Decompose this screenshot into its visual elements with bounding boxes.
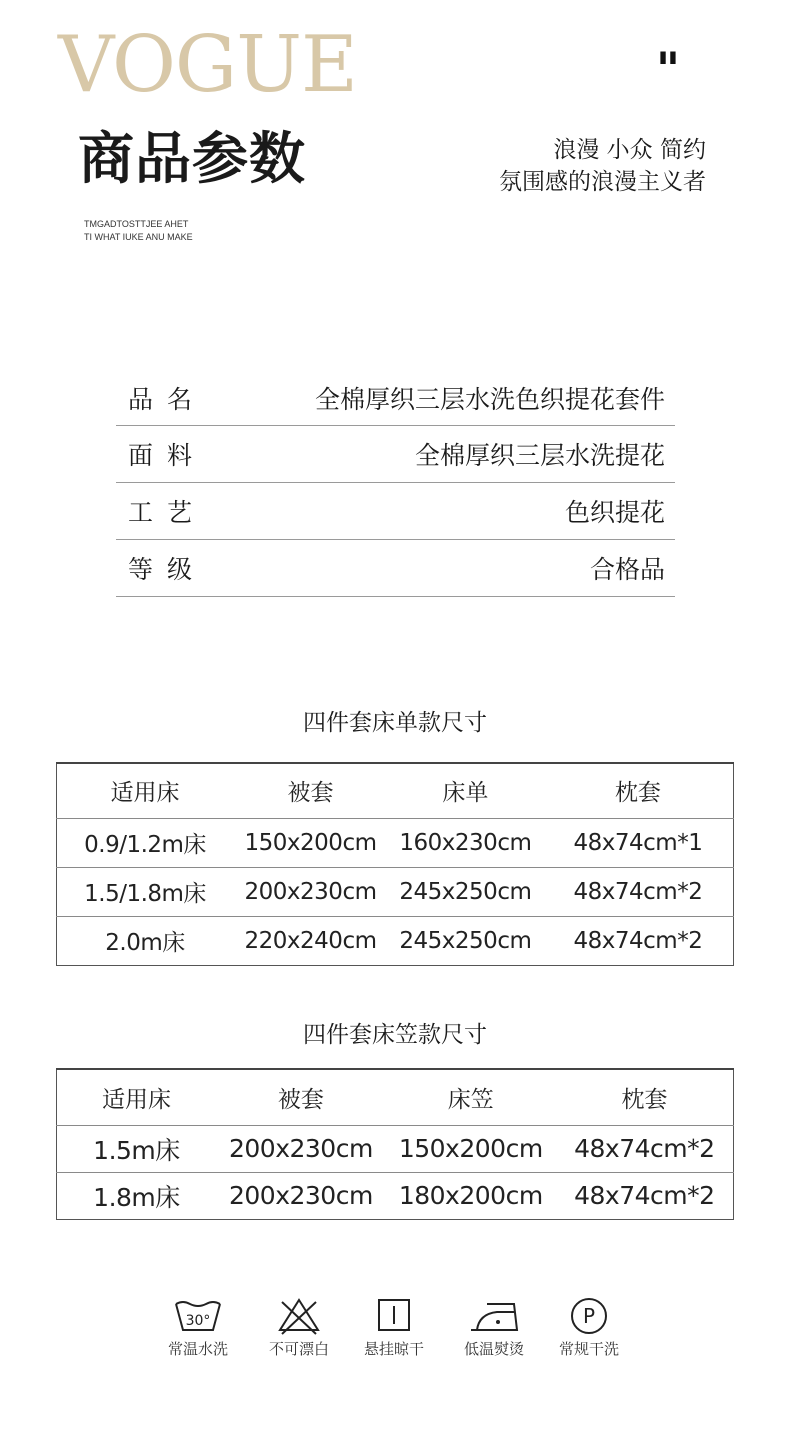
table-header-cell: 被套 [233,763,388,818]
low-iron-icon [467,1296,521,1336]
table-cell: 1.5/1.8m床 [57,867,234,916]
quote-mark-icon: " [656,42,676,96]
care-label: 低温熨烫 [463,1340,524,1358]
table-cell: 1.8m床 [93,1182,180,1212]
param-value: 合格品 [589,555,665,584]
param-label: 品名 [128,384,207,414]
care-label: 不可漂白 [268,1340,329,1358]
table-cell: 200x230cm [233,867,388,916]
fitted-table-title: 四件套床笠款尺寸 [303,1022,487,1048]
param-label: 面料 [128,441,207,470]
wash-temp-label: 30° [185,1313,211,1329]
param-value: 全棉厚织三层水洗色织提花套件 [314,384,665,414]
table-cell: 48x74cm*1 [543,818,734,867]
table-cell: 150x200cm [233,818,388,867]
care-item-wash [150,1296,246,1359]
table-header-cell: 床单 [388,763,543,818]
table-header-cell: 枕套 [556,1069,734,1125]
table-cell: 200x230cm [216,1125,386,1172]
decorative-english-text [84,218,193,244]
page-title: 商品参数 [78,127,306,192]
table-cell: 48x74cm*2 [574,1181,715,1210]
sheet-table-title: 四件套床单款尺寸 [303,710,487,736]
param-row [116,370,675,426]
param-value: 全棉厚织三层水洗提花 [414,441,665,470]
dry-clean-letter: P [582,1304,596,1328]
param-row [116,540,675,597]
table-row [57,867,734,916]
product-params-list [116,370,675,597]
care-item-no-bleach [251,1296,347,1359]
table-cell: 48x74cm*2 [573,927,703,954]
tiny-line-2: TI WHAT IUKE ANU MAKE [84,232,193,242]
table-row [57,1172,734,1219]
table-cell: 1.5m床 [57,1125,216,1172]
table-cell: 160x230cm [388,818,543,867]
table-header-row [57,763,734,818]
fitted-size-table [56,1068,734,1220]
table-cell: 48x74cm*2 [556,1125,734,1172]
tagline-line-1: 浪漫 小众 简约 [553,137,706,163]
tagline-line-2: 氛围感的浪漫主义者 [499,169,706,195]
table-cell: 180x200cm [398,1181,543,1210]
hang-dry-icon [374,1296,414,1336]
no-bleach-icon [276,1296,322,1336]
table-header-cell: 适用床 [57,1069,216,1125]
brand-logo: VOGUE [58,20,357,110]
tagline [499,134,706,198]
table-cell: 48x74cm*2 [543,867,734,916]
param-label: 工艺 [128,498,207,527]
table-cell: 200x230cm [228,1181,373,1210]
table-header-cell: 枕套 [543,763,734,818]
table-cell: 245x250cm [388,867,543,916]
table-cell: 245x250cm [399,927,532,954]
care-item-hang-dry [346,1296,442,1359]
table-cell: 220x240cm [244,927,377,954]
table-cell: 0.9/1.2m床 [57,818,234,867]
care-label: 常温水洗 [167,1340,228,1358]
wash-30-icon [173,1296,223,1336]
table-cell: 2.0m床 [105,930,185,956]
table-header-cell: 床笠 [386,1069,556,1125]
table-cell: 150x200cm [386,1125,556,1172]
tiny-line-1: TMGADTOSTTJEE AHET [84,219,189,229]
param-row [116,426,675,483]
param-row [116,483,675,540]
param-label: 等级 [128,555,207,584]
care-item-low-iron [446,1296,542,1359]
care-label: 常规干洗 [558,1340,619,1358]
sheet-size-table [56,762,734,966]
param-value: 色织提花 [564,498,665,527]
table-row [57,818,734,867]
table-header-cell: 适用床 [57,763,234,818]
table-header-row [57,1069,734,1125]
table-row [57,1125,734,1172]
table-row [57,916,734,965]
care-label: 悬挂晾干 [363,1340,424,1358]
care-item-dry-clean [541,1296,637,1359]
table-header-cell: 被套 [216,1069,386,1125]
dry-clean-icon [569,1296,609,1336]
